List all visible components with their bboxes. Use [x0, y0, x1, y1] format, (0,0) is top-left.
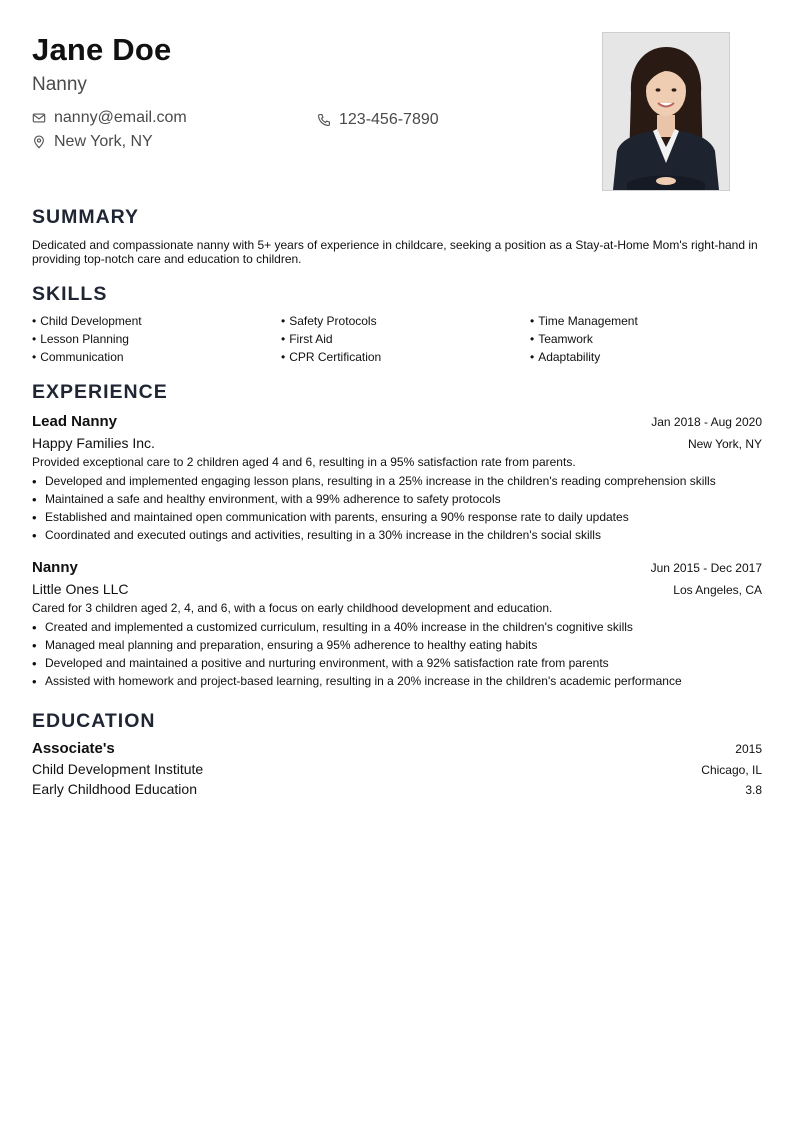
- contact-location: [32, 132, 153, 152]
- skill-item: • CPR Certification: [281, 350, 530, 364]
- job-bullet: • Managed meal planning and preparation, ensuring a 95% adherence to healthy eating habits: [32, 636, 762, 654]
- education-gpa: 3.8: [745, 783, 762, 797]
- job-entry: [32, 412, 762, 544]
- job-description: Cared for 3 children aged 2, 4, and 6, with a focus on early childhood development and education.: [32, 601, 553, 615]
- skill-item: • Teamwork: [530, 332, 762, 346]
- skill-item: • Child Development: [32, 314, 281, 328]
- summary-heading: SUMMARY: [32, 206, 140, 228]
- resume-page: [32, 30, 762, 799]
- education-year: 2015: [735, 742, 762, 756]
- education-field: Early Childhood Education: [32, 781, 197, 797]
- skills-heading: SKILLS: [32, 283, 108, 305]
- job-location: New York, NY: [687, 437, 762, 451]
- education-school: Child Development Institute: [32, 761, 204, 777]
- profile-photo: [602, 32, 730, 191]
- contact-email[interactable]: [32, 108, 187, 128]
- job-company: Happy Families Inc.: [32, 435, 155, 451]
- contact-phone[interactable]: [317, 110, 439, 130]
- candidate-title: Nanny: [32, 74, 87, 95]
- job-bullet: • Developed and implemented engaging lesson plans, resulting in a 25% increase in the children's reading comprehension skills: [32, 472, 762, 490]
- education-degree: Associate's: [32, 740, 115, 757]
- experience-heading: EXPERIENCE: [32, 381, 168, 403]
- skill-item: • Safety Protocols: [281, 314, 530, 328]
- education-heading: EDUCATION: [32, 710, 156, 732]
- job-dates: Jun 2015 - Dec 2017: [650, 561, 762, 575]
- job-title: Lead Nanny: [32, 413, 118, 430]
- mail-icon: [32, 111, 46, 125]
- skills-list: [32, 314, 762, 364]
- job-company: Little Ones LLC: [32, 581, 129, 597]
- skill-item: • First Aid: [281, 332, 530, 346]
- map-pin-icon: [32, 135, 46, 149]
- education-location: Chicago, IL: [701, 763, 762, 777]
- experience-section: [32, 380, 762, 690]
- email-text[interactable]: nanny@email.com: [54, 109, 187, 126]
- job-bullets: [32, 618, 762, 690]
- profile-photo-illustration: [603, 33, 729, 190]
- job-location: Los Angeles, CA: [673, 583, 762, 597]
- skill-item: • Communication: [32, 350, 281, 364]
- job-bullet: • Developed and maintained a positive and nurturing environment, with a 92% satisfaction rate from parents: [32, 654, 762, 672]
- location-text: New York, NY: [54, 133, 153, 150]
- skill-item: • Adaptability: [530, 350, 762, 364]
- job-bullets: [32, 472, 762, 544]
- candidate-name: Jane Doe: [32, 32, 172, 67]
- education-section: [32, 709, 762, 799]
- job-bullet: • Assisted with homework and project-based learning, resulting in a 20% increase in the children's academic performance: [32, 672, 762, 690]
- phone-icon: [317, 113, 331, 127]
- job-bullet: • Created and implemented a customized curriculum, resulting in a 40% increase in the children's cognitive skills: [32, 618, 762, 636]
- resume-header: [32, 30, 762, 205]
- job-bullet: • Coordinated and executed outings and activities, resulting in a 30% increase in the children's social skills: [32, 526, 762, 544]
- phone-text[interactable]: 123-456-7890: [339, 111, 439, 128]
- skills-section: [32, 282, 762, 364]
- job-title: Nanny: [32, 559, 78, 576]
- job-bullet: • Established and maintained open communication with parents, ensuring a 90% response rate to daily updates: [32, 508, 762, 526]
- summary-text: Dedicated and compassionate nanny with 5+ years of experience in childcare, seeking a position as a Stay-at-Home Mom's right-hand in providing top-notch care and education to children.: [32, 238, 758, 266]
- education-entry: [32, 739, 762, 799]
- job-bullet: • Maintained a safe and healthy environment, with a 99% adherence to safety protocols: [32, 490, 762, 508]
- skill-item: • Time Management: [530, 314, 762, 328]
- job-description: Provided exceptional care to 2 children aged 4 and 6, resulting in a 95% satisfaction rate from parents.: [32, 455, 576, 469]
- job-dates: Jan 2018 - Aug 2020: [651, 415, 762, 429]
- job-entry: [32, 558, 762, 690]
- summary-section: [32, 205, 762, 266]
- skill-item: • Lesson Planning: [32, 332, 281, 346]
